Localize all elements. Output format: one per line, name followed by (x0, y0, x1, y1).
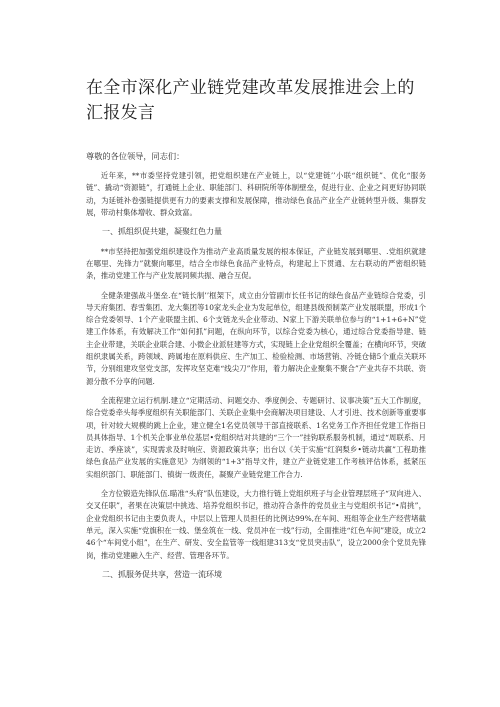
pioneer-team-paragraph: 全方位锻造先锋队伍.瞄准“头府”队伍建设，大力推行链上党组织班子与企业管理层班子“双向进入、交叉任职”，者果在决策层中挑选、培养党组织书记，推动符合条件的党员业主与党组织书记“•肩挑”，企业党组织书记由主要负责人，中层以上管理人员担任的比例达99%,在车间、班组等企业生产经营堵截单元，深入实施“党旗积在一线、堡垒筑在一线、党员冲在一线”行动，全面推进“红色车间”建设，成立246个“车间党小组”，在生产、研发、安全监管等一线组建313支“党员突击队”，设立2000余个党员先锋岗，推动党建融入生产、经营、管理各环节。 (86, 489, 426, 560)
organization-chain-paragraph: 全健条建强战斗堡垒.在“链长制’’框架下，成立由分管副市长任书记的绿色食品产业链综合党委，引导天府集团、春雪集团、龙大集团等10家龙头企业为发起单位，组建县级预制菜产业发展联盟，形成1个综合党委领导、1个产业联盟主抓、6个支链龙头企业带动、N家上下游关联单位参与的“1+1+6+N”党建工作体系，有效解决工作“如何抓”问题，在纵向环节，以综合党委为核心，通过综合党委指导建、链主企业带建，关联企业联合建、小微企业派驻建等方式，实现链上企业党组织全覆盖；在横向环节，突破组织隶属关系，跨领域、跨属地在原料供应、生产加工、检验检测、市场营销、冷链仓储5个重点关联环节，分别组建攻坚党支部，发挥攻坚克难“线尖刀”作用，着力解决企业聚集不聚合”产业共存不共联、资源分散不分享的问题. (86, 290, 426, 386)
document-body (86, 150, 426, 588)
section-heading-2: 二、抓服务促共享，营造一流环境 (102, 569, 222, 579)
salutation: 尊敬的各位领导，同志们： (86, 151, 185, 161)
section-heading-1: 一、抓组织促共建，凝聚红色力量 (102, 227, 222, 237)
intro-paragraph: 近年来，**市委坚持党建引领，把党组织建在产业链上，以“党建链’’小联“组织链”、优化“服务链”、撬动“资源链”，打通链上企业、职能部门、科研院所等体制壁垒，促进行业、企业之间更好协同联动，为延链补卷强链提供更有力的要素支撑和发展保障，推动绿色食品产业全产业链转型升级、集群发展，带动村集体增收、群众致富。 (86, 171, 426, 217)
operation-mechanism-paragraph: 全流程建立运行机制.建立“定期活动、问题交办、季度例会、专题研讨、议事决策”五大工作制度，综合党委牵头每季度组织有关职能部门、关联企业集中会商解决项目建设、人才引进、技术创新等重要事项，针对较大规模的跳上企业，建立健全1名党员领导干部直接联系、1名党务工作齐担任党建工作指日员具体指导、1个机关企事业单位基层•党组织结对共建的“三个一”挂钩联系服务机制，通过“周联系、月走访、季座谈”，实现需求及时响应、资源政策共享；出台以《关于实施“红润梨乡•链动共赢”工程助推绿色食品产业发展的实施意见》为纲领的“1+3”指导文件，建立产业链党建工作考核评估体系，抵紧压实组织部门、职能部门、镇街一级责任，凝聚产业链党建工作合力. (86, 395, 426, 479)
section-1-intro-paragraph: **市坚持把加强党组织建设作为推动产业高质量发展的根本保证，产业链发展到哪里、.党组织就建在哪里、先锋力”就聚向哪里，结合全市绿色食品产业特点，构建起上下贯通、左右联动的严密组织链条，推动党建工作与产业发展同频共振、融合互促。 (86, 246, 426, 281)
document-title: 在全市深化产业链党建改革发展推进会上的汇报发言 (86, 78, 415, 123)
